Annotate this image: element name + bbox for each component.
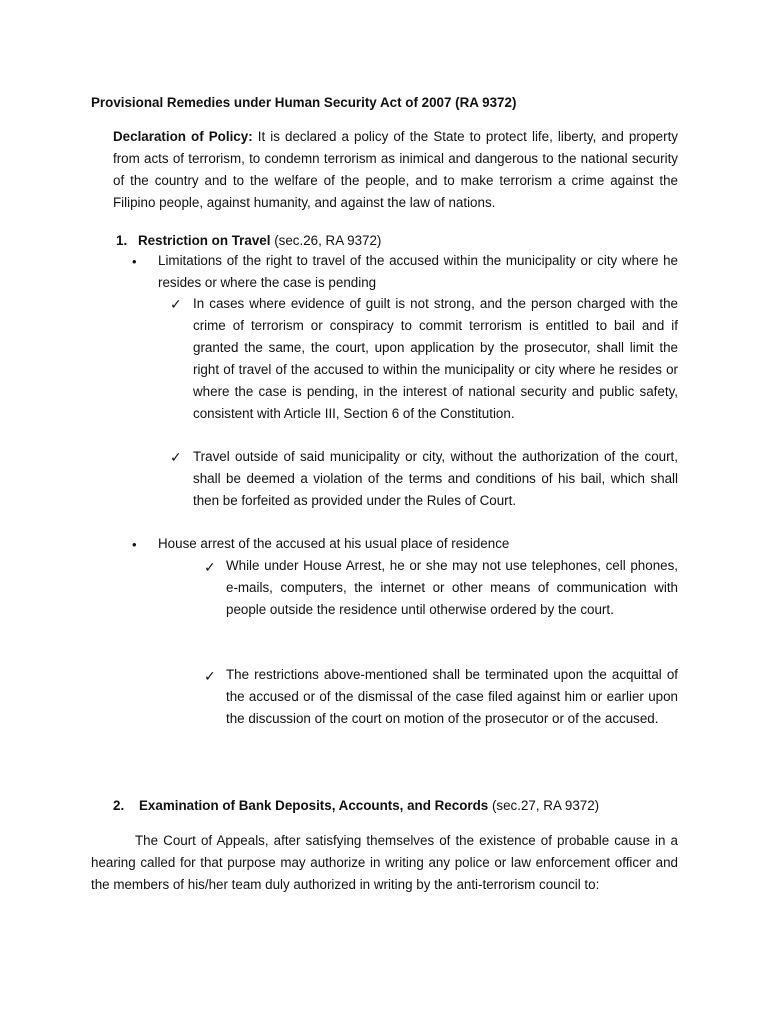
court-of-appeals-paragraph: The Court of Appeals, after satisfying themselves of the existence of probable cause in a hearing called for that purpose may authorize in writing any police or law enforcement officer and the members of his/her team duly authorized in writing by the anti-terrorism council to: xyxy=(91,833,678,892)
travel-check-item-1: In cases where evidence of guilt is not strong, and the person charged with the crime of terrorism or conspiracy to commit terrorism is entitled to bail and if granted the same, the court, upon application by the prosecutor, shall limit the right of travel of the accused to within the municipality or city where he resides or where the case is pending, in the interest of national security and public safety, consistent with Article III, Section 6 of the Constitution. xyxy=(193,296,678,421)
policy-label: Declaration of Policy: xyxy=(113,129,253,144)
checkmark-icon: ✓ xyxy=(170,296,182,312)
section-1-number: 1. xyxy=(116,233,128,248)
checkmark-icon: ✓ xyxy=(204,668,216,684)
section-2-heading xyxy=(113,795,693,817)
section-2-title: Examination of Bank Deposits, Accounts, and Records xyxy=(139,798,489,813)
bullet-travel-limitation: Limitations of the right to travel of the accused within the municipality or city where he resides or where the case is pending xyxy=(158,253,678,290)
house-arrest-check-item-2: The restrictions above-mentioned shall be terminated upon the acquittal of the accused or of the dismissal of the case filed against him or earlier upon the discussion of the court on motion of the prosecutor or of the accused. xyxy=(226,667,678,726)
declaration-of-policy xyxy=(113,126,678,214)
document-title: Provisional Remedies under Human Security Act of 2007 (RA 9372) xyxy=(91,95,517,110)
section-2-ref: (sec.27, RA 9372) xyxy=(488,798,600,813)
section-1-heading xyxy=(116,230,676,252)
bullet-icon: • xyxy=(132,254,137,269)
travel-check-item-2: Travel outside of said municipality or city, without the authorization of the court, shall be deemed a violation of the terms and conditions of his bail, which shall then be forfeited as provided under the Rules of Court. xyxy=(193,449,678,508)
checkmark-icon: ✓ xyxy=(170,449,182,465)
section-1-ref: (sec.26, RA 9372) xyxy=(270,233,382,248)
section-2-number: 2. xyxy=(113,798,125,813)
checkmark-icon: ✓ xyxy=(204,559,216,575)
bullet-icon: • xyxy=(132,537,137,552)
policy-text: It is declared a policy of the State to protect life, liberty, and property from acts of terrorism, to condemn terrorism as inimical and dangerous to the national security of the country and to the welfare of the people, and to make terrorism a crime against the Filipino people, against humanity, and against the law of nations. xyxy=(113,129,678,210)
house-arrest-check-item-1: While under House Arrest, he or she may not use telephones, cell phones, e-mails, computers, the internet or other means of communication with people outside the residence until otherwise ordered by the court. xyxy=(226,558,678,617)
section-1-title: Restriction on Travel xyxy=(138,233,271,248)
bullet-house-arrest: House arrest of the accused at his usual place of residence xyxy=(158,536,510,551)
